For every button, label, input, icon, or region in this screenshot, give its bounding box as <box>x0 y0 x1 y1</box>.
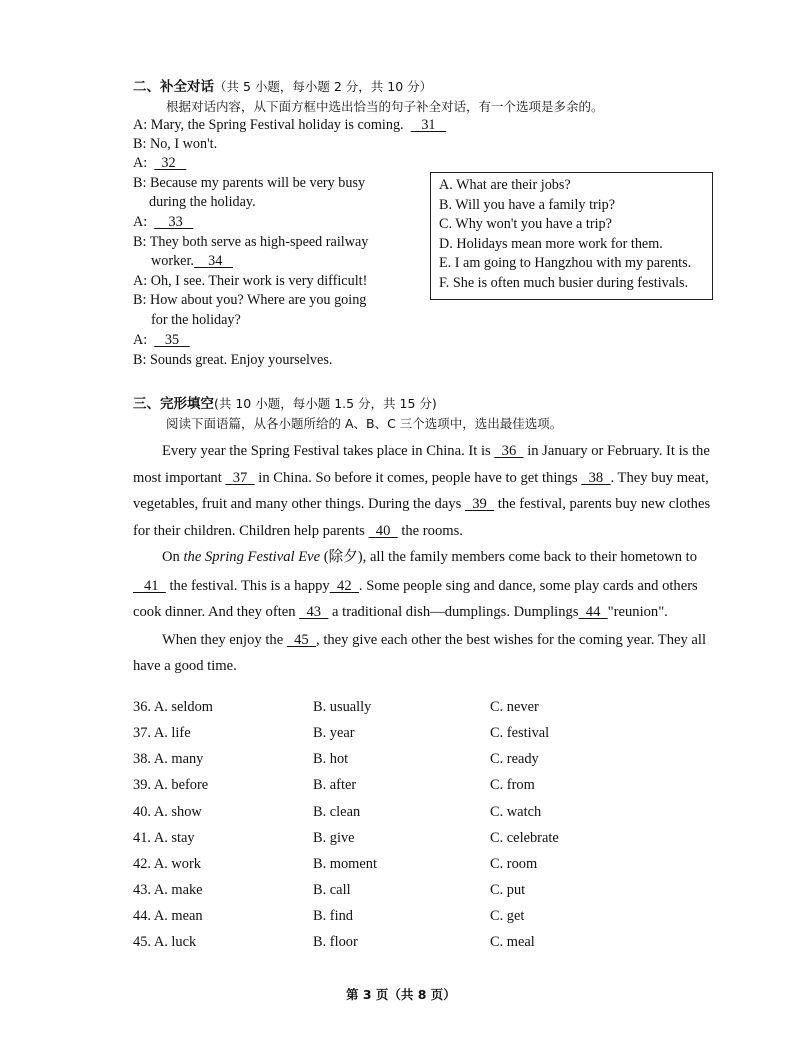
blank-40: 40 <box>375 523 391 539</box>
choice-a: 40. A. show <box>133 804 202 820</box>
passage-line: most important 37 in China. So before it comes, people have to get things 38 . They buy meat, <box>133 470 709 486</box>
choice-c: C. put <box>490 882 526 898</box>
choice-b: B. give <box>313 830 355 846</box>
blank-31: 31 <box>421 117 436 133</box>
options-box <box>430 172 713 300</box>
choice-c: C. room <box>490 856 538 872</box>
choice-b: B. call <box>313 882 351 898</box>
dialogue-line: B: No, I won't. <box>133 136 218 152</box>
choice-b: B. find <box>313 908 353 924</box>
passage-line: cook dinner. And they often 43 a traditional dish—dumplings. Dumplings 44 "reunion". <box>133 604 668 620</box>
blank-45: 45 <box>294 632 309 648</box>
blank-33: 33 <box>168 214 183 230</box>
option-b: B. Will you have a family trip? <box>439 196 616 213</box>
choice-c: C. get <box>490 908 525 924</box>
page-number: 第 3 页（共 8 页） <box>346 987 456 1002</box>
passage-line: for their children. Children help parents 40 the rooms. <box>133 523 463 539</box>
blank-37: 37 <box>232 470 248 486</box>
section2-heading <box>133 75 432 96</box>
choice-b: B. moment <box>313 856 377 872</box>
dialogue-line: during the holiday. <box>149 194 256 210</box>
choice-a: 42. A. work <box>133 856 201 872</box>
choice-a: 39. A. before <box>133 777 209 793</box>
blank-35: 35 <box>164 332 180 348</box>
option-f: F. She is often much busier during festivals. <box>439 274 689 291</box>
choice-b: B. clean <box>313 804 361 820</box>
blank-34: 34 <box>208 253 223 269</box>
choice-b: B. year <box>313 725 355 741</box>
passage-line: On the Spring Festival Eve (除夕), all the family members come back to their hometown to <box>162 549 697 565</box>
choice-b: B. usually <box>313 699 372 715</box>
dialogue-line: A: 35 <box>133 331 190 350</box>
section2-meta: （共 5 小题，每小题 2 分，共 10 分） <box>214 79 433 94</box>
choice-a: 36. A. seldom <box>133 699 213 715</box>
passage-line: have a good time. <box>133 658 237 674</box>
choice-c: C. festival <box>490 725 550 741</box>
section2-title: 二、补全对话 <box>133 79 214 95</box>
blank-32: 32 <box>161 155 176 171</box>
choice-c: C. watch <box>490 804 542 820</box>
blank-42: 42 <box>337 578 352 594</box>
blank-38: 38 <box>588 470 604 486</box>
passage-line: When they enjoy the 45 , they give each other the best wishes for the coming year. They all <box>162 632 707 648</box>
dialogue-line: B: They both serve as high-speed railway <box>133 234 369 250</box>
option-c: C. Why won't you have a trip? <box>439 216 612 233</box>
dialogue-line: B: How about you? Where are you going <box>133 292 367 308</box>
choice-a: 44. A. mean <box>133 908 203 924</box>
choice-c: C. ready <box>490 751 539 767</box>
dialogue-line: for the holiday? <box>151 312 241 328</box>
choice-a: 45. A. luck <box>133 934 197 950</box>
choice-c: C. celebrate <box>490 830 559 846</box>
section3-heading <box>133 392 437 413</box>
dialogue-line: worker. 34 <box>151 252 233 271</box>
option-a: A. What are their jobs? <box>439 177 571 193</box>
passage-line: vegetables, fruit and many other things. During the days 39 the festival, parents buy new clothes <box>133 496 711 512</box>
dialogue-line: A: 33 <box>133 213 193 232</box>
section3-meta: (共 10 小题，每小题 1.5 分，共 15 分) <box>214 396 437 411</box>
dialogue-line: A: 32 <box>133 154 186 173</box>
choice-a: 41. A. stay <box>133 830 195 846</box>
blank-44: 44 <box>585 604 601 620</box>
blank-41: 41 <box>143 578 159 594</box>
choice-a: 37. A. life <box>133 725 191 741</box>
option-d: D. Holidays mean more work for them. <box>439 235 663 252</box>
option-e: E. I am going to Hangzhou with my parents. <box>439 255 692 272</box>
choice-b: B. after <box>313 777 357 793</box>
blank-43: 43 <box>306 604 322 620</box>
dialogue-line: B: Because my parents will be very busy <box>133 175 366 191</box>
choice-b: B. floor <box>313 934 358 950</box>
section2-instruction: 根据对话内容，从下面方框中选出恰当的句子补全对话，有一个选项是多余的。 <box>166 99 604 114</box>
choice-a: 38. A. many <box>133 751 204 767</box>
dialogue-line: A: Mary, the Spring Festival holiday is coming. 31 <box>133 116 446 135</box>
section3-title: 三、完形填空 <box>133 396 214 412</box>
dialogue-line: A: Oh, I see. Their work is very difficult! <box>133 273 368 289</box>
section3-instruction: 阅读下面语篇，从各小题所给的 A、B、C 三个选项中，选出最佳选项。 <box>166 416 563 431</box>
passage-line: Every year the Spring Festival takes place in China. It is 36 in January or February. It is the <box>162 443 710 459</box>
choice-a: 43. A. make <box>133 882 203 898</box>
choice-b: B. hot <box>313 751 349 767</box>
blank-39: 39 <box>472 496 487 512</box>
choice-c: C. meal <box>490 934 535 950</box>
passage-line: 41 the festival. This is a happy 42 . Some people sing and dance, some play cards and others <box>133 573 725 600</box>
dialogue-line: B: Sounds great. Enjoy yourselves. <box>133 352 333 368</box>
choice-c: C. from <box>490 777 535 793</box>
choice-c: C. never <box>490 699 539 715</box>
blank-36: 36 <box>501 443 517 459</box>
